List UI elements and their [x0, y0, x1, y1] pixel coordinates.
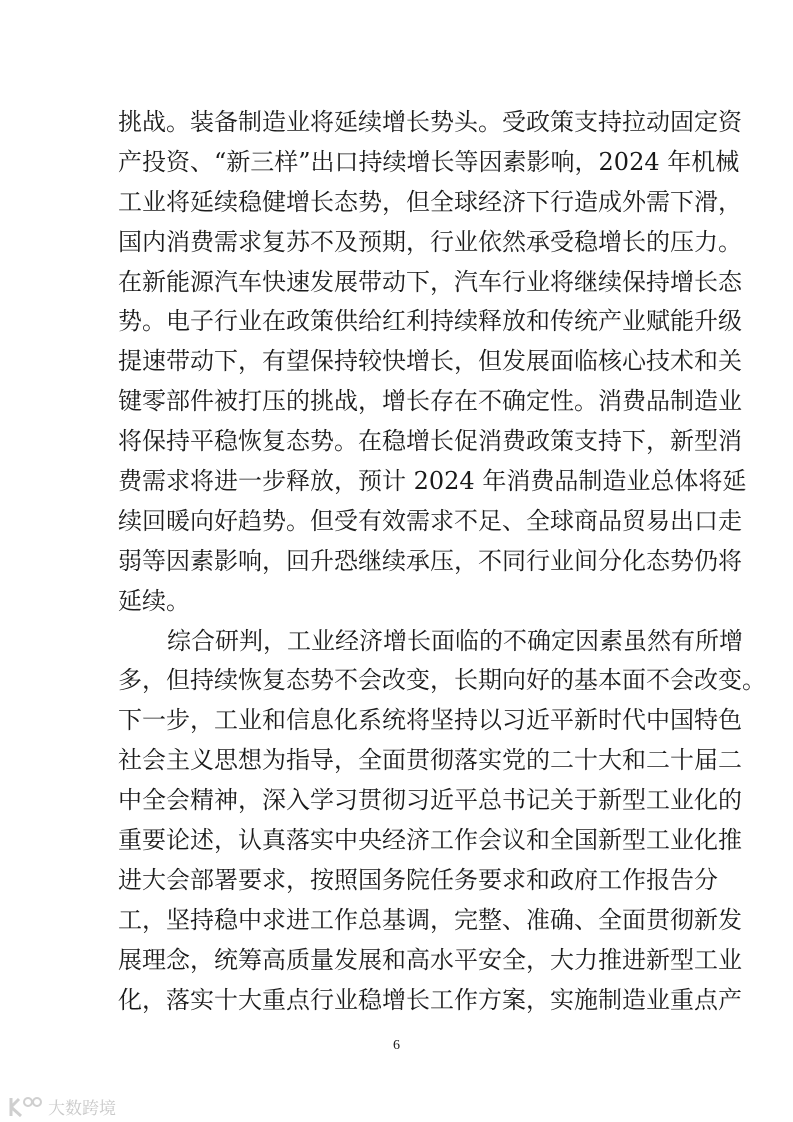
text-line: 将保持平稳恢复态势。在稳增长促消费政策支持下，新型消	[118, 427, 742, 456]
text-line: 下一步，工业和信息化系统将坚持以习近平新时代中国特色	[118, 706, 742, 735]
document-body	[118, 103, 766, 1020]
text-line: 续回暖向好趋势。但受有效需求不足、全球商品贸易出口走	[118, 506, 742, 535]
text-line: 多，但持续恢复态势不会改变，长期向好的基本面不会改变。	[118, 666, 766, 695]
watermark-logo-icon	[8, 1096, 42, 1118]
text-line: 提速带动下，有望保持较快增长，但发展面临核心技术和关	[118, 347, 742, 376]
text-line: 重要论述，认真落实中央经济工作会议和全国新型工业化推	[118, 826, 742, 855]
watermark	[8, 1094, 116, 1119]
text-line: 进大会部署要求，按照国务院任务要求和政府工作报告分	[118, 865, 718, 894]
text-line: 工，坚持稳中求进工作总基调，完整、准确、全面贯彻新发	[118, 905, 742, 934]
text-line: 产投资、“新三样”出口持续增长等因素影响，2024 年机械	[118, 147, 740, 176]
text-line: 工业将延续稳健增长态势，但全球经济下行造成外需下滑，	[118, 187, 742, 216]
text-line: 势。电子行业在政策供给红利持续释放和传统产业赋能升级	[118, 307, 742, 336]
text-line: 弱等因素影响，回升恐继续承压，不同行业间分化态势仍将	[118, 546, 742, 575]
text-line: 延续。	[118, 586, 190, 615]
text-line: 社会主义思想为指导，全面贯彻落实党的二十大和二十届二	[118, 746, 742, 775]
text-line: 展理念，统筹高质量发展和高水平安全，大力推进新型工业	[118, 945, 742, 974]
text-line: 国内消费需求复苏不及预期，行业依然承受稳增长的压力。	[118, 227, 742, 256]
text-line: 在新能源汽车快速发展带动下，汽车行业将继续保持增长态	[118, 267, 742, 296]
watermark-text: 大数跨境	[48, 1099, 116, 1119]
text-line: 综合研判，工业经济增长面临的不确定因素虽然有所增	[167, 626, 743, 655]
text-line: 费需求将进一步释放，预计 2024 年消费品制造业总体将延	[118, 467, 747, 496]
text-line: 挑战。装备制造业将延续增长势头。受政策支持拉动固定资	[118, 108, 742, 136]
text-line: 化，落实十大重点行业稳增长工作方案，实施制造业重点产	[118, 985, 742, 1014]
text-line: 中全会精神，深入学习贯彻习近平总书记关于新型工业化的	[118, 786, 742, 815]
text-line: 键零部件被打压的挑战，增长存在不确定性。消费品制造业	[118, 387, 742, 416]
page-number: 6	[393, 1038, 400, 1053]
